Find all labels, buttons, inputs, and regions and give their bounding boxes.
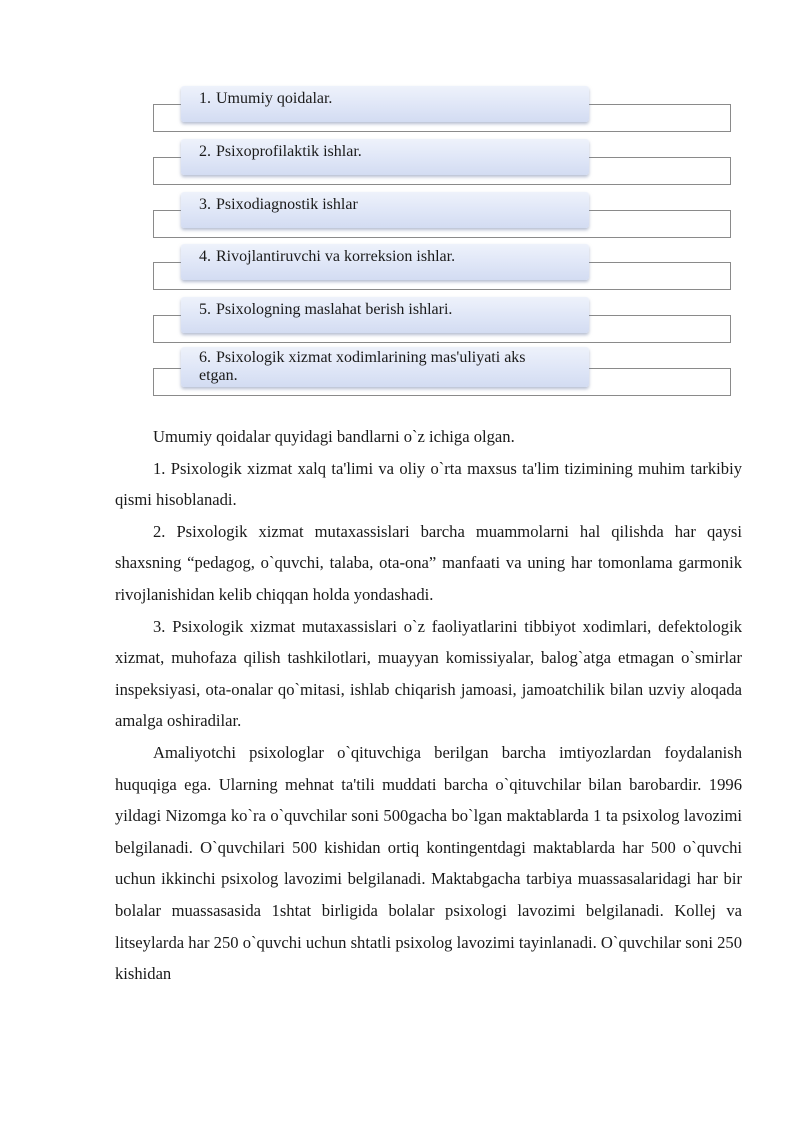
item-label: Psixodiagnostik ishlar bbox=[216, 196, 358, 213]
diagram-box bbox=[181, 347, 589, 387]
item-number: 6. bbox=[199, 349, 211, 366]
item-number: 1. bbox=[199, 90, 211, 107]
paragraph-staffing: Amaliyotchi psixologlar o`qituvchiga berilgan barcha imtiyozlardan foydalanish huquqiga ega. Ularning mehnat ta'tili muddati barcha o`qituvchilar bilan barobardir. 1996 yildagi Nizomga ko`ra o`quvchilar soni 500gacha bo`lgan maktablarda 1 ta psixolog lavozimi belgilanadi. O`quvchilari 500 kishidan ortiq kontingentdagi maktablarda har 500 o`quvchi uchun ikkinchi psixolog lavozimi belgilanadi. Maktabgacha tarbiya muassasalaridagi har bir bolalar muassasasida 1shtat birligida bolalar psixologi lavozimi belgilanadi. Kollej va litseylarda har 250 o`quvchi uchun shtatli psixolog lavozimi tayinlanadi. O`quvchilar soni 250 kishidan bbox=[115, 742, 742, 984]
item-number: 3. bbox=[199, 196, 211, 213]
item-label: Psixologik xizmat xodimlarining mas'uliyati aks etgan. bbox=[199, 349, 526, 384]
structure-diagram bbox=[0, 0, 800, 410]
paragraph-point-1: 1. Psixologik xizmat xalq ta'limi va oliy o`rta maxsus ta'lim tizimining muhim tarkibiy qismi hisoblanadi. bbox=[115, 458, 742, 510]
item-number: 4. bbox=[199, 248, 211, 265]
item-label: Umumiy qoidalar. bbox=[216, 90, 333, 107]
item-number: 5. bbox=[199, 301, 211, 318]
diagram-box bbox=[181, 297, 589, 333]
diagram-box bbox=[181, 86, 589, 122]
body-text bbox=[115, 421, 742, 990]
diagram-box bbox=[181, 139, 589, 175]
paragraph-intro: Umumiy qoidalar quyidagi bandlarni o`z ichiga olgan. bbox=[153, 427, 515, 446]
paragraph-point-2: 2. Psixologik xizmat mutaxassislari barcha muammolarni hal qilishda har qaysi shaxsning “pedagog, o`quvchi, talaba, ota-ona” manfaati va uning har tomonlama garmonik rivojlanishidan kelib chiqqan holda yondashadi. bbox=[115, 521, 742, 604]
diagram-box bbox=[181, 244, 589, 280]
paragraph-point-3: 3. Psixologik xizmat mutaxassislari o`z faoliyatlarini tibbiyot xodimlari, defektologik xizmat, muhofaza qilish tashkilotlari, muayyan komissiyalar, balog`atga etmagan o`smirlar inspeksiyasi, ota-onalar qo`mitasi, ishlab chiqarish jamoasi, jamoatchilik bilan uzviy aloqada amalga oshiradilar. bbox=[115, 616, 742, 731]
item-label: Rivojlantiruvchi va korreksion ishlar. bbox=[216, 248, 456, 265]
item-number: 2. bbox=[199, 143, 211, 160]
item-label: Psixoprofilaktik ishlar. bbox=[216, 143, 362, 160]
item-label: Psixologning maslahat berish ishlari. bbox=[216, 301, 453, 318]
diagram-box bbox=[181, 192, 589, 228]
